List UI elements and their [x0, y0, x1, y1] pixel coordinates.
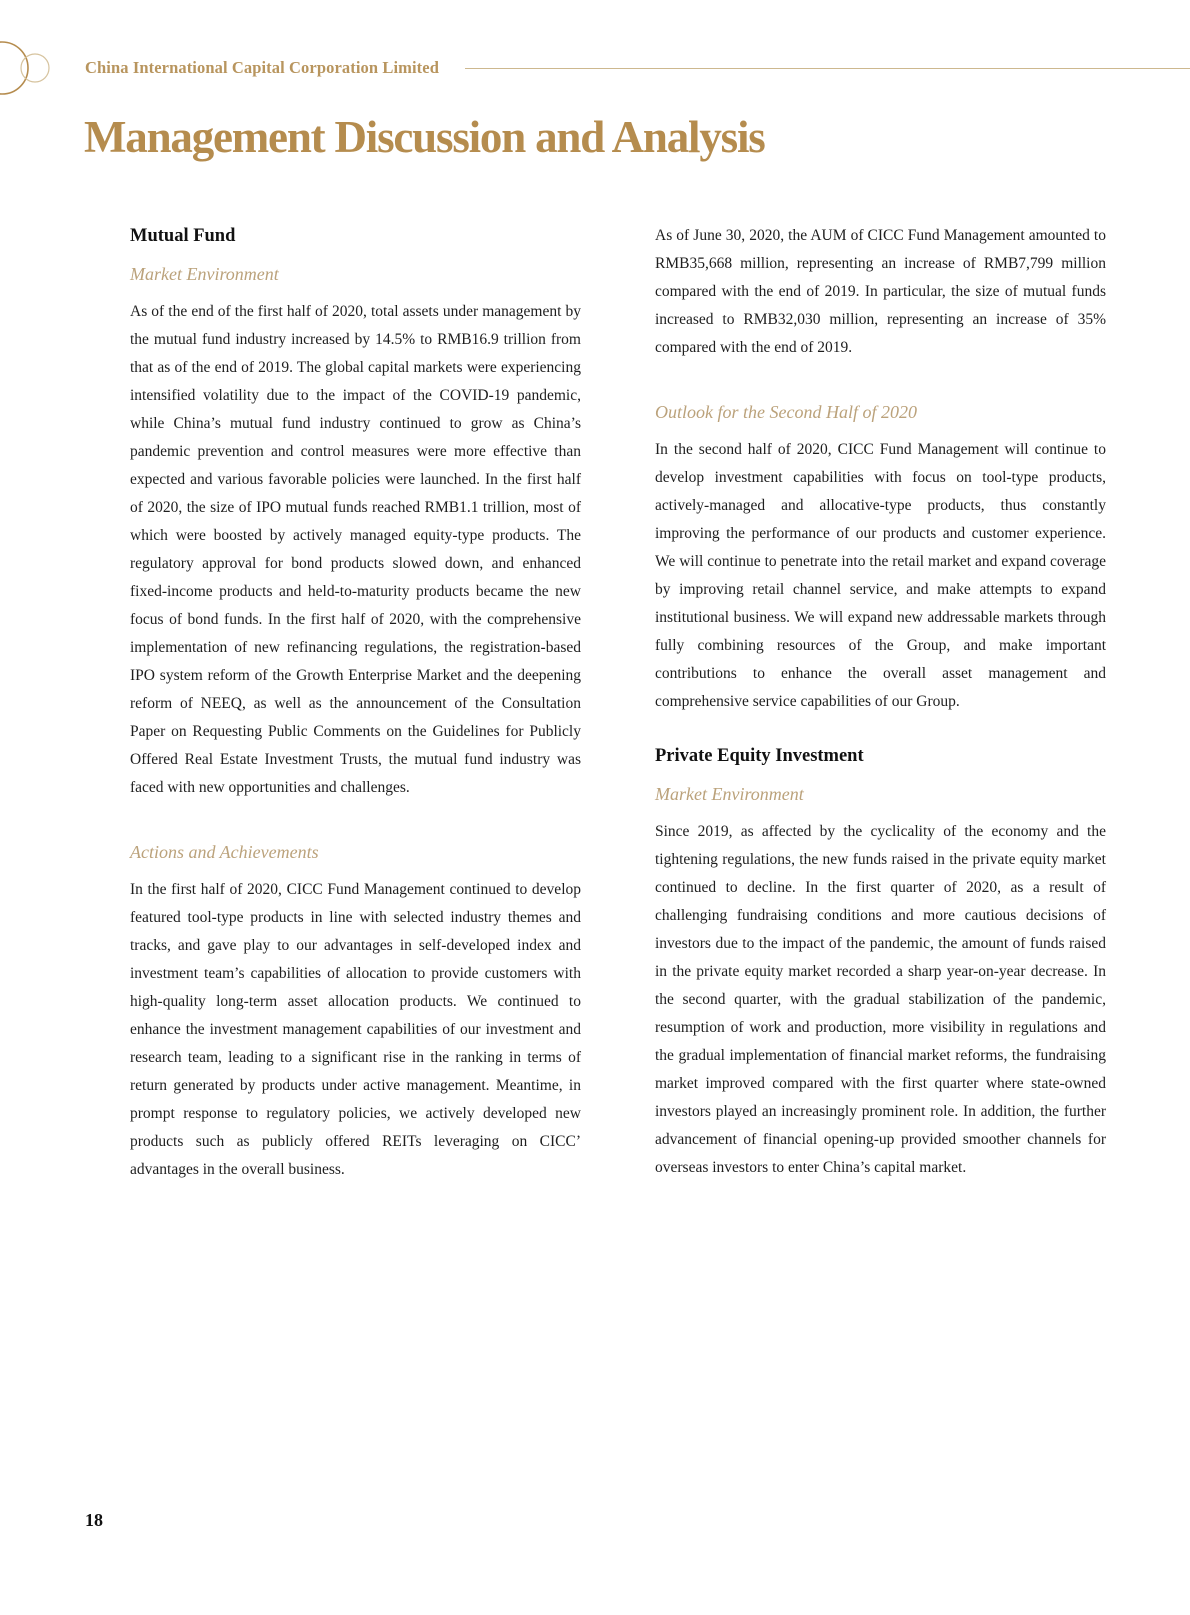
paragraph-aum: As of June 30, 2020, the AUM of CICC Fund Management amounted to RMB35,668 million, representing an increase of RMB7,799 million compared with the end of 2019. In particular, the size of mutual funds increased to RMB32,030 million, representing an increase of 35% compared with the end of 2019.	[655, 227, 1106, 356]
paragraph-pe-market-environment: Since 2019, as affected by the cyclicality of the economy and the tightening regulations, the new funds raised in the private equity market continued to decline. In the first quarter of 2020, as a result of challenging fundraising conditions and more cautious decisions of investors due to the impact of the pandemic, the amount of funds raised in the private equity market recorded a sharp year-on-year decrease. In the second quarter, with the gradual stabilization of the pandemic, resumption of work and production, more visibility in regulations and the gradual implementation of financial market reforms, the fundraising market improved compared with the first quarter where state-owned investors played an increasingly prominent role. In addition, the further advancement of financial opening-up provided smoother channels for overseas investors to enter China’s capital market.	[655, 823, 1106, 1176]
subheading-actions-achievements: Actions and Achievements	[130, 842, 319, 862]
subheading-outlook: Outlook for the Second Half of 2020	[655, 402, 917, 422]
header-company-name: China International Capital Corporation Limited	[85, 58, 439, 77]
subheading-market-environment: Market Environment	[130, 264, 279, 284]
section-heading-mutual-fund: Mutual Fund	[130, 226, 236, 246]
header-divider	[465, 68, 1190, 69]
page-title: Management Discussion and Analysis	[84, 112, 765, 162]
right-column	[655, 222, 1106, 1182]
left-column	[130, 222, 581, 1184]
paragraph-actions-achievements: In the first half of 2020, CICC Fund Management continued to develop featured tool-type products in line with selected industry themes and tracks, and gave play to our advantages in self-developed index and investment team’s capabilities of allocation to provide customers with high-quality long-term asset allocation products. We continued to enhance the investment management capabilities of our investment and research team, leading to a significant rise in the ranking in terms of return generated by products under active management. Meantime, in prompt response to regulatory policies, we actively developed new products such as publicly offered REITs leveraging on CICC’ advantages in the overall business.	[130, 881, 581, 1178]
page-number: 18	[85, 1510, 103, 1530]
paragraph-outlook: In the second half of 2020, CICC Fund Management will continue to develop investment capabilities with focus on tool-type products, actively-managed and allocative-type products, thus constantly improving the performance of our products and customer experience. We will continue to penetrate into the retail market and expand coverage by improving retail channel service, and make attempts to expand institutional business. We will expand new addressable markets through fully combining resources of the Group, and make important contributions to enhance the overall asset management and comprehensive service capabilities of our Group.	[655, 441, 1106, 710]
paragraph-market-environment: As of the end of the first half of 2020, total assets under management by the mutual fund industry increased by 14.5% to RMB16.9 trillion from that as of the end of 2019. The global capital markets were experiencing intensified volatility due to the impact of the COVID-19 pandemic, while China’s mutual fund industry continued to grow as China’s pandemic prevention and control measures were more effective than expected and various favorable policies were launched. In the first half of 2020, the size of IPO mutual funds reached RMB1.1 trillion, most of which were boosted by actively managed equity-type products. The regulatory approval for bond products slowed down, and enhanced fixed-income products and held-to-maturity products became the new focus of bond funds. In the first half of 2020, with the comprehensive implementation of new refinancing regulations, the registration-based IPO system reform of the Growth Enterprise Market and the deepening reform of NEEQ, as well as the announcement of the Consultation Paper on Requesting Public Comments on the Guidelines for Publicly Offered Real Estate Investment Trusts, the mutual fund industry was faced with new opportunities and challenges.	[130, 303, 581, 796]
section-heading-private-equity: Private Equity Investment	[655, 746, 864, 766]
subheading-pe-market-environment: Market Environment	[655, 784, 804, 804]
double-circle-logo-icon	[0, 40, 50, 100]
